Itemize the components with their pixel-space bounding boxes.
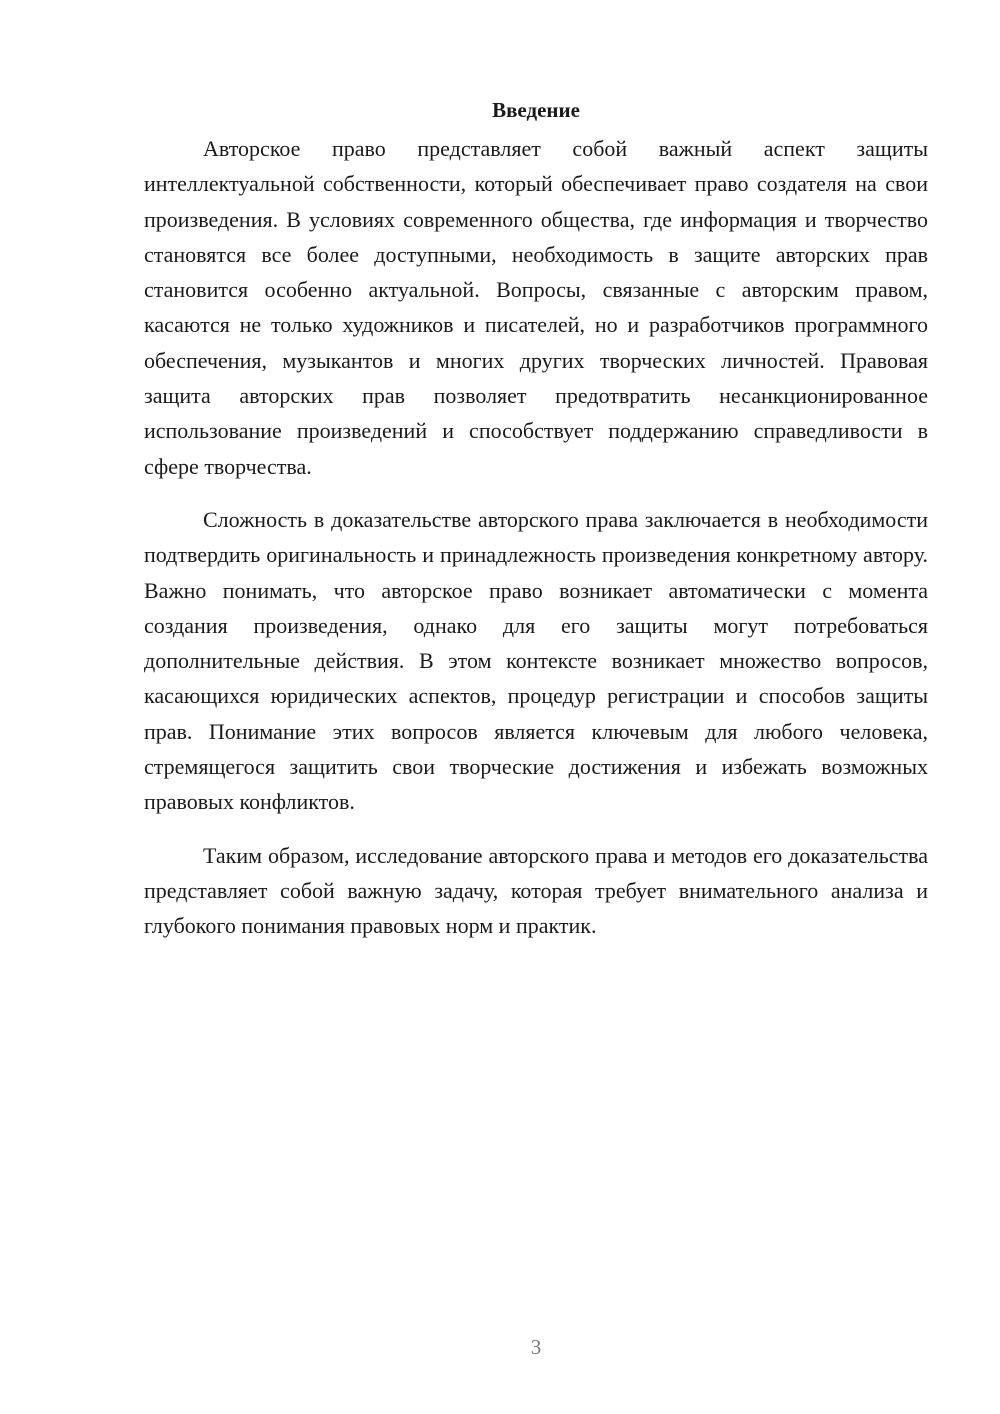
paragraph-1: Авторское право представляет собой важный аспект защиты интеллектуальной собственности, который обеспечивает право создателя на свои произведения. В условиях современного общества, где информация и творчество становятся все более доступными, необходимость в защите авторских прав становится особенно актуальной. Вопросы, связанные с авторским правом, касаются не только художников и писателей, но и разработчиков программного обеспечения, музыкантов и многих других творческих личностей. Правовая защита авторских прав позволяет предотвратить несанкционированное использование произведений и способствует поддержанию справедливости в сфере творчества. [144,136,928,479]
paragraph-2: Сложность в доказательстве авторского права заключается в необходимости подтвердить оригинальность и принадлежность произведения конкретному автору. Важно понимать, что авторское право возникает автоматически с момента создания произведения, однако для его защиты могут потребоваться дополнительные действия. В этом контексте возникает множество вопросов, касающихся юридических аспектов, процедур регистрации и способов защиты прав. Понимание этих вопросов является ключевым для любого человека, стремящегося защитить свои творческие достижения и избежать возможных правовых конфликтов. [144,506,928,815]
page-number: 3 [530,1335,542,1359]
section-heading: Введение [492,98,580,122]
page-content [144,92,928,962]
paragraph-3: Таким образом, исследование авторского права и методов его доказательства представляет собой важную задачу, которая требует внимательного анализа и глубокого понимания правовых норм и практик. [144,842,928,939]
